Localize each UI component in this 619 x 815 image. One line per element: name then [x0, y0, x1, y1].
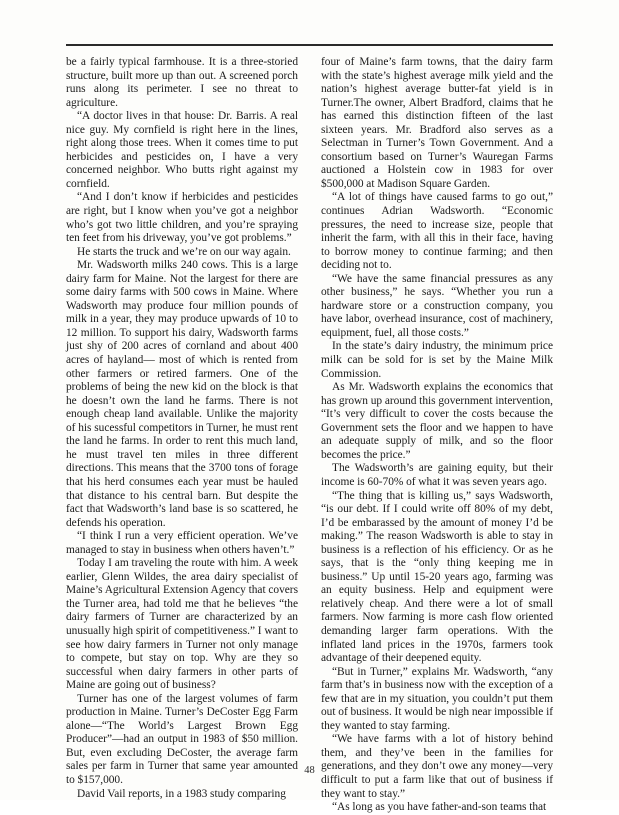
two-column-body	[66, 56, 553, 815]
paragraph: Turner has one of the largest volumes of farm production in Maine. Turner’s DeCoster Egg Farm alone—“The World’s Largest Brown Egg Producer”—had an output in 1983 of $50 million. But, even excluding DeCoster, the average farm sales per farm in Turner that same year amounted to $157,000.	[66, 692, 298, 786]
paragraph: The Wadsworth’s are gaining equity, but their income is 60-70% of what it was seven years ago.	[321, 462, 553, 488]
paragraph: “The thing that is killing us,” says Wadsworth, “is our debt. If I could write off 80% of my debt, I’d be embarassed by the amount of money I’d be making.” The reason Wadsworth is able to stay in business is a reflection of his efficiency. Or as he says, that is the “only thing keeping me in business.” Up until 15-20 years ago, farming was an equity business. Help and equipment were relatively cheap. And there were a lot of small farmers. Now farming is more cash flow oriented demanding larger farm operations. With the inflated land prices in the 1970s, farmers took advantage of their deepened equity.	[321, 489, 553, 665]
paragraph: In the state’s dairy industry, the minimum price milk can be sold for is set by the Maine Milk Commission.	[321, 340, 553, 380]
paragraph: four of Maine’s farm towns, that the dairy farm with the state’s highest average milk yield and the nation’s highest average butter-fat yield is in Turner.The owner, Albert Bradford, claims that he has earned this distinction fifteen of the last sixteen years. Mr. Bradford also serves as a Selectman in Turner’s Town Government. And a consortium based on Turner’s Wauregan Farms auctioned a Holstein cow in 1983 for over $500,000 at Madison Square Garden.	[321, 56, 553, 190]
paragraph: “I think I run a very efficient operation. We’ve managed to stay in business when others haven’t.”	[66, 530, 298, 556]
paragraph: “A lot of things have caused farms to go out,” continues Adrian Wadsworth. “Economic pressures, the need to increase size, people that inherit the farm, with all this in their face, having to borrow money to continue farming; and then deciding not to.	[321, 191, 553, 272]
page-number: 48	[304, 765, 315, 776]
paragraph: “And I don’t know if herbicides and pesticides are right, but I know when you’ve got a neighbor who’s got two little children, and you’re spraying ten feet from his driveway, you’ve got problems.”	[66, 191, 298, 245]
paragraph: “We have farms with a lot of history behind them, and they’ve been in the families for generations, and they don’t owe any money—very difficult to put a farm like that out of business if they want to stay.”	[321, 733, 553, 800]
paragraph: Today I am traveling the route with him. A week earlier, Glenn Wildes, the area dairy specialist of Maine’s Agricultural Extension Agency that covers the Turner area, had told me that he believes “the dairy farmers of Turner are characterized by an unusually high spirit of competitiveness.” I want to see how dairy farmers in Turner not only manage to compete, but stay on top. Why are they so successful when dairy farmers in other parts of Maine are going out of business?	[66, 557, 298, 692]
paragraph: “But in Turner,” explains Mr. Wadsworth, “any farm that’s in business now with the exception of a few that are in my situation, you couldn’t put them out of business. It would be nigh near impossible if they wanted to stay farming.	[321, 665, 553, 732]
paragraph: “As long as you have father-and-son teams that	[332, 801, 547, 814]
paragraph: be a fairly typical farmhouse. It is a three-storied structure, built more up than out. A screened porch runs along its perimeter. I see no threat to agriculture.	[66, 56, 298, 109]
left-text-column	[66, 56, 298, 801]
paragraph: Mr. Wadsworth milks 240 cows. This is a large dairy farm for Maine. Not the largest for there are some dairy farms with 500 cows in Maine. Where Wadsworth may produce four million pounds of milk in a year, they may produce upwards of 10 to 12 million. To support his dairy, Wadsworth farms just shy of 200 acres of cornland and about 400 acres of hayland— most of which is rented from other farmers or retired farmers. One of the problems of being the new kid on the block is that he doesn’t own the land he farms. There is not enough cheap land available. Unlike the majority of his sucessful competitors in Turner, he must rent the land he farms. In order to rent this much land, he must travel ten miles in three different directions. This means that the 3700 tons of forage that his herd consumes each year must be hauled that distance to his central barn. But despite the fact that Wadsworth’s land base is so scattered, he defends his operation.	[66, 259, 298, 529]
page-content-area	[66, 44, 553, 815]
header-rule	[66, 44, 553, 46]
paragraph: As Mr. Wadsworth explains the economics that has grown up around this government intervention, “It’s very difficult to cover the costs because the Government sets the floor and we happen to have an adequate supply of milk, and so the floor becomes the price.”	[321, 381, 553, 461]
paragraph: David Vail reports, in a 1983 study comparing	[77, 787, 286, 800]
paragraph: “We have the same financial pressures as any other business,” he says. “Whether you run a hardware store or a construction company, you have labor, overhead insurance, cost of machinery, equipment, fuel, all those costs.”	[321, 272, 553, 339]
paragraph: “A doctor lives in that house: Dr. Barris. A real nice guy. My cornfield is right here in the lines, right along those trees. When it comes time to put herbicides and pesticides on, I have a very concerned neighbor. Who butts right against my cornfield.	[66, 110, 298, 190]
right-text-column	[321, 56, 553, 815]
paragraph: He starts the truck and we’re on our way again.	[77, 245, 291, 258]
